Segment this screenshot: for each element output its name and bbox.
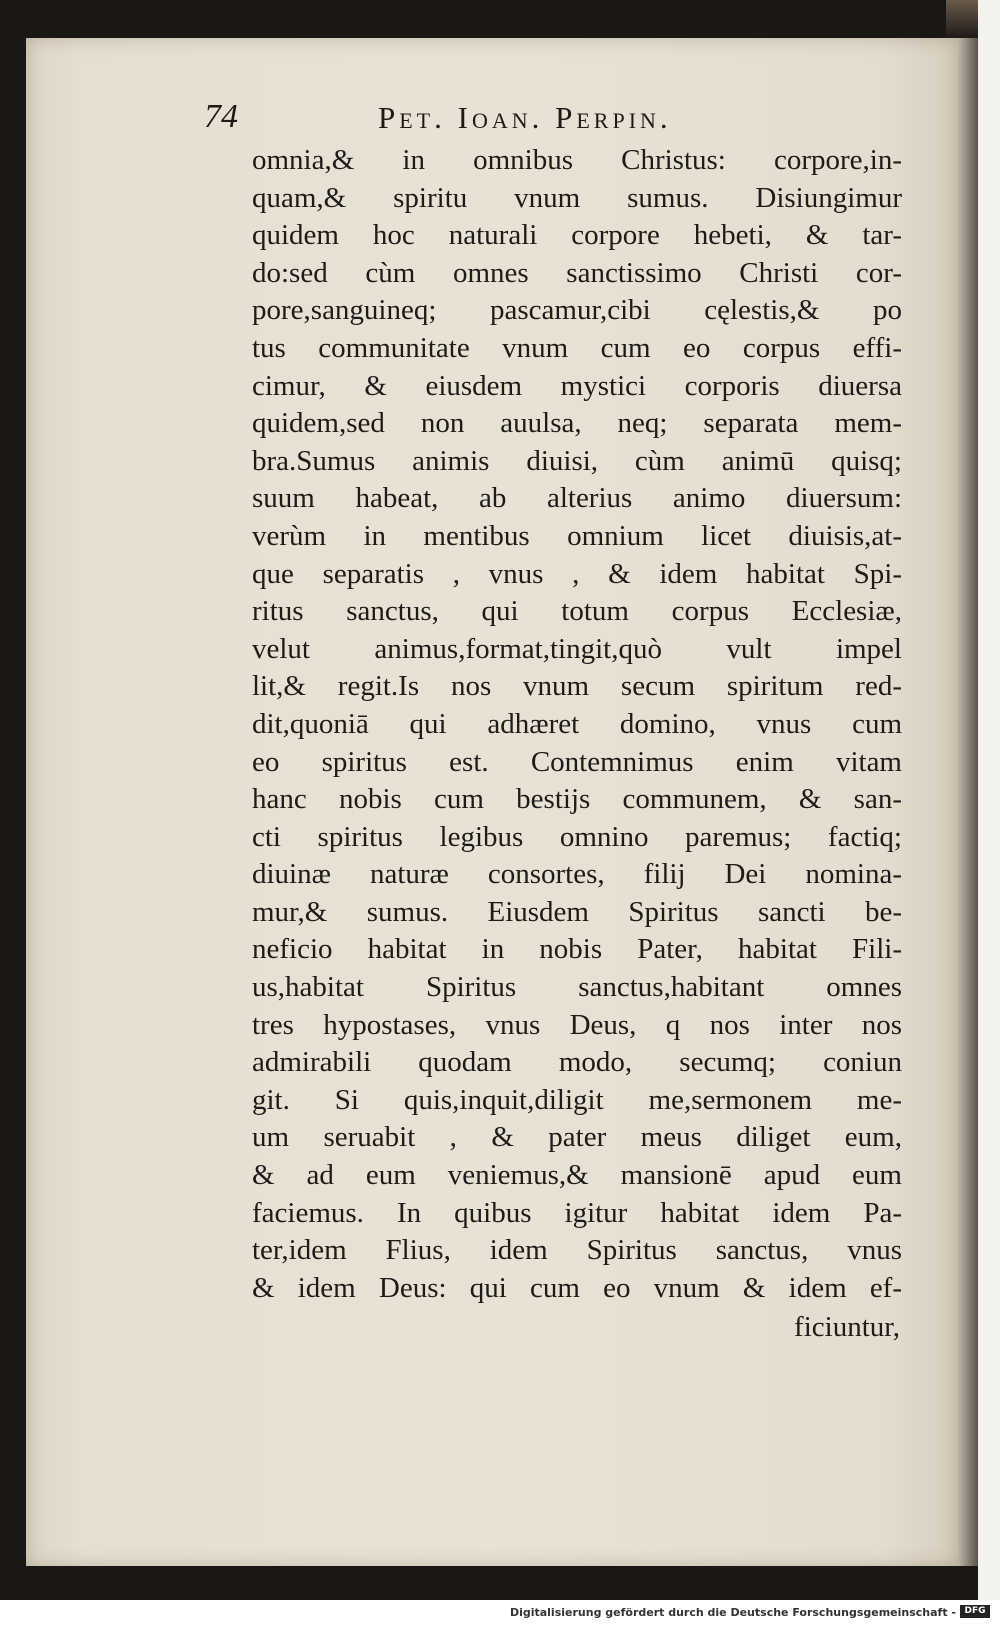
text-line: omnia,& in omnibus Christus: corpore,in- bbox=[252, 144, 902, 176]
text-line: neficio habitat in nobis Pater, habitat Fili- bbox=[252, 933, 902, 966]
text-line: quidem,sed non auulsa, neq; separata mem- bbox=[252, 407, 902, 440]
text-line: ter,idem Flius, idem Spiritus sanctus, vnus bbox=[252, 1234, 902, 1267]
text-line: tus communitate vnum cum eo corpus effi- bbox=[252, 331, 902, 364]
running-head: Pet. Ioan. Perpin. bbox=[378, 100, 672, 135]
text-line: cimur, & eiusdem mystici corporis diuersa bbox=[252, 369, 902, 402]
text-line: faciemus. In quibus igitur habitat idem Pa- bbox=[252, 1196, 902, 1229]
text-line: eo spiritus est. Contemnimus enim vitam bbox=[252, 745, 902, 778]
page-header bbox=[198, 96, 898, 140]
catchword: ficiuntur, bbox=[794, 1311, 900, 1343]
text-line: us,habitat Spiritus sanctus,habitant omnes bbox=[252, 971, 902, 1004]
body-text bbox=[252, 142, 902, 1307]
text-line: diuinæ naturæ consortes, filij Dei nomina- bbox=[252, 858, 902, 891]
text-line: tres hypostases, vnus Deus, q nos inter nos bbox=[252, 1008, 902, 1041]
text-line: um seruabit , & pater meus diliget eum, bbox=[252, 1121, 902, 1154]
text-line: & ad eum veniemus,& mansionē apud eum bbox=[252, 1159, 902, 1192]
text-line: hanc nobis cum bestijs communem, & san- bbox=[252, 783, 902, 816]
text-line: pore,sanguineq; pascamur,cibi cęlestis,& po bbox=[252, 294, 902, 327]
text-line: mur,& sumus. Eiusdem Spiritus sancti be- bbox=[252, 895, 902, 928]
scan-edge bbox=[978, 0, 1000, 1600]
text-line: bra.Sumus animis diuisi, cùm animū quisq; bbox=[252, 444, 902, 477]
text-line: verùm in mentibus omnium licet diuisis,at- bbox=[252, 519, 902, 552]
text-line: ritus sanctus, qui totum corpus Ecclesiæ, bbox=[252, 595, 902, 628]
text-line: git. Si quis,inquit,diligit me,sermonem me- bbox=[252, 1083, 902, 1116]
text-line: velut animus,format,tingit,quò vult impel bbox=[252, 632, 902, 665]
binding-fold bbox=[946, 0, 982, 40]
text-line: quam,& spiritu vnum sumus. Disiungimur bbox=[252, 181, 902, 214]
text-line: suum habeat, ab alterius animo diuersum: bbox=[252, 482, 902, 515]
text-line: que separatis , vnus , & idem habitat Spi- bbox=[252, 557, 902, 590]
text-line: cti spiritus legibus omnino paremus; factiq; bbox=[252, 820, 902, 853]
text-line: quidem hoc naturali corpore hebeti, & tar- bbox=[252, 219, 902, 252]
page-number: 74 bbox=[204, 98, 238, 135]
dfg-logo: DFG bbox=[960, 1605, 990, 1618]
text-line: lit,& regit.Is nos vnum secum spiritum red- bbox=[252, 670, 902, 703]
text-line: do:sed cùm omnes sanctissimo Christi cor- bbox=[252, 256, 902, 289]
digitization-credit: Digitalisierung gefördert durch die Deutsche Forschungsgemeinschaft - bbox=[509, 1606, 956, 1619]
text-line: admirabili quodam modo, secumq; coniun bbox=[252, 1046, 902, 1079]
text-line: & idem Deus: qui cum eo vnum & idem ef- bbox=[252, 1271, 902, 1304]
text-line: dit,quoniā qui adhæret domino, vnus cum bbox=[252, 707, 902, 740]
page-gutter bbox=[958, 38, 978, 1566]
